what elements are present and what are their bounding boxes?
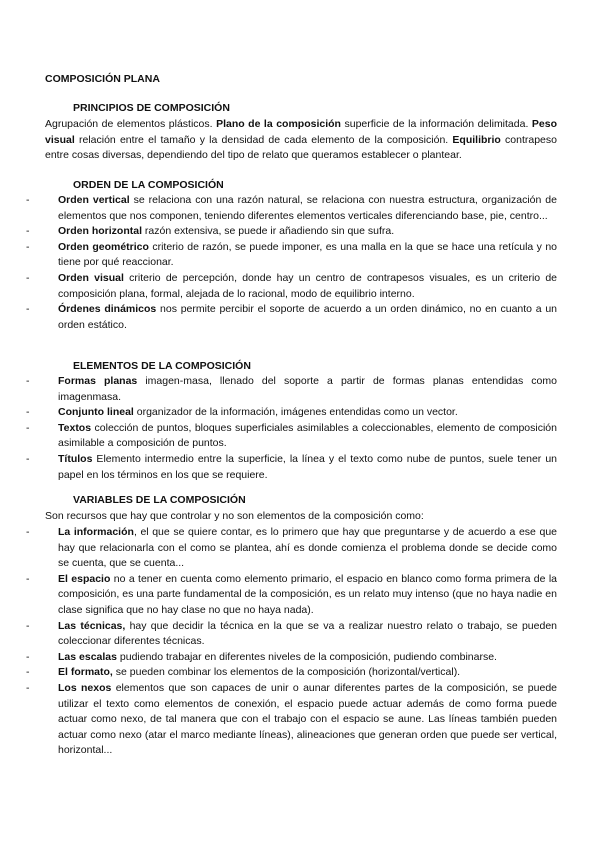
list-item: - Textos colección de puntos, bloques superficiales asimilables a coleccionables, elemento de composición asimilable a composición de puntos. — [26, 421, 557, 450]
bold-term: Orden vertical — [58, 194, 130, 206]
bullet-dash: - — [26, 650, 30, 663]
list-item: - Orden geométrico criterio de razón, se puede imponer, es una malla en la que se hace una retícula y no tiene por qué reaccionar. — [26, 240, 558, 269]
section-heading-elementos: ELEMENTOS DE LA COMPOSICIÓN — [73, 360, 251, 372]
bullet-dash: - — [26, 375, 30, 387]
bullet-dash: - — [26, 406, 30, 419]
bullet-dash: - — [26, 526, 30, 538]
list-item: - Los nexos elementos que son capaces de unir o aunar diferentes partes de la composición, se puede utilizar el texto como elementos de conexión, el espacio puede actuar además de como forma puede actuar como nexo, de tal manera que con el trabajo con el espacio se aune. Las líneas también pueden actuar como nexo (atar el marco mediante líneas), alineaciones que generan orden que puede ser vertical, horizontal... — [26, 681, 557, 757]
bold-term: El espacio — [58, 572, 111, 585]
bullet-dash: - — [26, 240, 30, 253]
variables-list — [26, 525, 557, 759]
elementos-list — [26, 374, 557, 483]
bold-term: Conjunto lineal — [58, 406, 134, 419]
bold-term: Orden horizontal — [58, 225, 142, 238]
bold-term: Equilibrio — [452, 133, 501, 146]
list-item: - La información, el que se quiere contar, es lo primero que hay que preguntarse y de acuerdo a ese que hay que relacionarla con el como se plantea, ahí es donde comienza el problema donde se decide como se cuenta, que se cuenta... — [26, 526, 557, 570]
bold-term: Orden geométrico — [58, 240, 149, 253]
list-item: - Órdenes dinámicos nos permite percibir el soporte de acuerdo a un orden dinámico, no en cuanto a un orden estático. — [26, 303, 558, 331]
bullet-dash: - — [26, 452, 30, 465]
bold-term: Los nexos — [58, 681, 112, 694]
bold-term: Formas planas — [58, 375, 138, 387]
bold-term: Peso visual — [45, 118, 557, 146]
bullet-dash: - — [26, 572, 30, 585]
principios-paragraph: Agrupación de elementos plásticos. Plano de la composición superficie de la información delimitada. Peso visual relación entre el tamaño y la densidad de cada elemento de la composición. Equilibrio contrapeso entre cosas diversas, dependiendo del tipo de relato que queramos establecer o plantear. — [45, 118, 557, 162]
document-title: COMPOSICIÓN PLANA — [45, 73, 160, 85]
bullet-dash: - — [26, 619, 30, 632]
list-item: - Las escalas pudiendo trabajar en diferentes niveles de la composición, pudiendo combinarse. — [26, 650, 557, 666]
list-item: - Orden vertical se relaciona con una razón natural, se relaciona con nuestra estructura, organización de elementos que nos componen, teniendo diferentes elementos verticales diferenciando base, pie, centro... — [26, 194, 557, 222]
bold-term: La información — [58, 526, 134, 538]
section-heading-principios: PRINCIPIOS DE COMPOSICIÓN — [73, 102, 230, 114]
bullet-dash: - — [26, 681, 30, 694]
section-heading-variables: VARIABLES DE LA COMPOSICIÓN — [73, 494, 246, 506]
bold-term: Órdenes dinámicos — [58, 303, 157, 316]
bold-term: El formato, — [58, 666, 113, 679]
variables-intro: Son recursos que hay que controlar y no son elementos de la composición como: — [45, 510, 424, 522]
list-item: - El espacio no a tener en cuenta como elemento primario, el espacio en blanco como forma primera de la composición, es una parte fundamental de la composición, es un relato muy intenso (que no haya nadie en clase significa que no hay clase no que no haya nada). — [26, 572, 557, 616]
orden-list — [26, 193, 557, 333]
bold-term: Orden visual — [58, 271, 124, 284]
bold-term: Plano de la composición — [216, 118, 341, 130]
bullet-dash: - — [26, 421, 30, 434]
bullet-dash: - — [26, 666, 30, 679]
bullet-dash: - — [26, 303, 30, 316]
section-heading-orden: ORDEN DE LA COMPOSICIÓN — [73, 179, 224, 191]
list-item: - Orden visual criterio de percepción, donde hay un centro de contrapesos visuales, es un criterio de composición plana, formal, alejada de lo racional, modo de equilibrio interno. — [26, 271, 558, 300]
bullet-dash: - — [26, 225, 30, 238]
bold-term: Títulos — [58, 452, 93, 465]
bullet-dash: - — [26, 271, 30, 284]
bold-term: Textos — [58, 421, 92, 434]
list-item: - Orden horizontal razón extensiva, se puede ir añadiendo sin que sufra. — [26, 224, 557, 240]
bullet-dash: - — [26, 194, 30, 206]
list-item: - El formato, se pueden combinar los elementos de la composición (horizontal/vertical). — [26, 665, 557, 681]
list-item: - Formas planas imagen-masa, llenado del soporte a partir de formas planas entendidas como imagenmasa. — [26, 375, 557, 403]
list-item: - Las técnicas, hay que decidir la técnica en la que se va a realizar nuestro relato o trabajo, se pueden coleccionar diferentes técnicas. — [26, 619, 557, 648]
bold-term: Las escalas — [58, 650, 117, 663]
list-item: - Conjunto lineal organizador de la información, imágenes entendidas como un vector. — [26, 405, 557, 421]
bold-term: Las técnicas, — [58, 619, 126, 632]
list-item: - Títulos Elemento intermedio entre la superficie, la línea y el texto como nube de puntos, suele tener un papel en los términos en los que se requiere. — [26, 452, 557, 481]
